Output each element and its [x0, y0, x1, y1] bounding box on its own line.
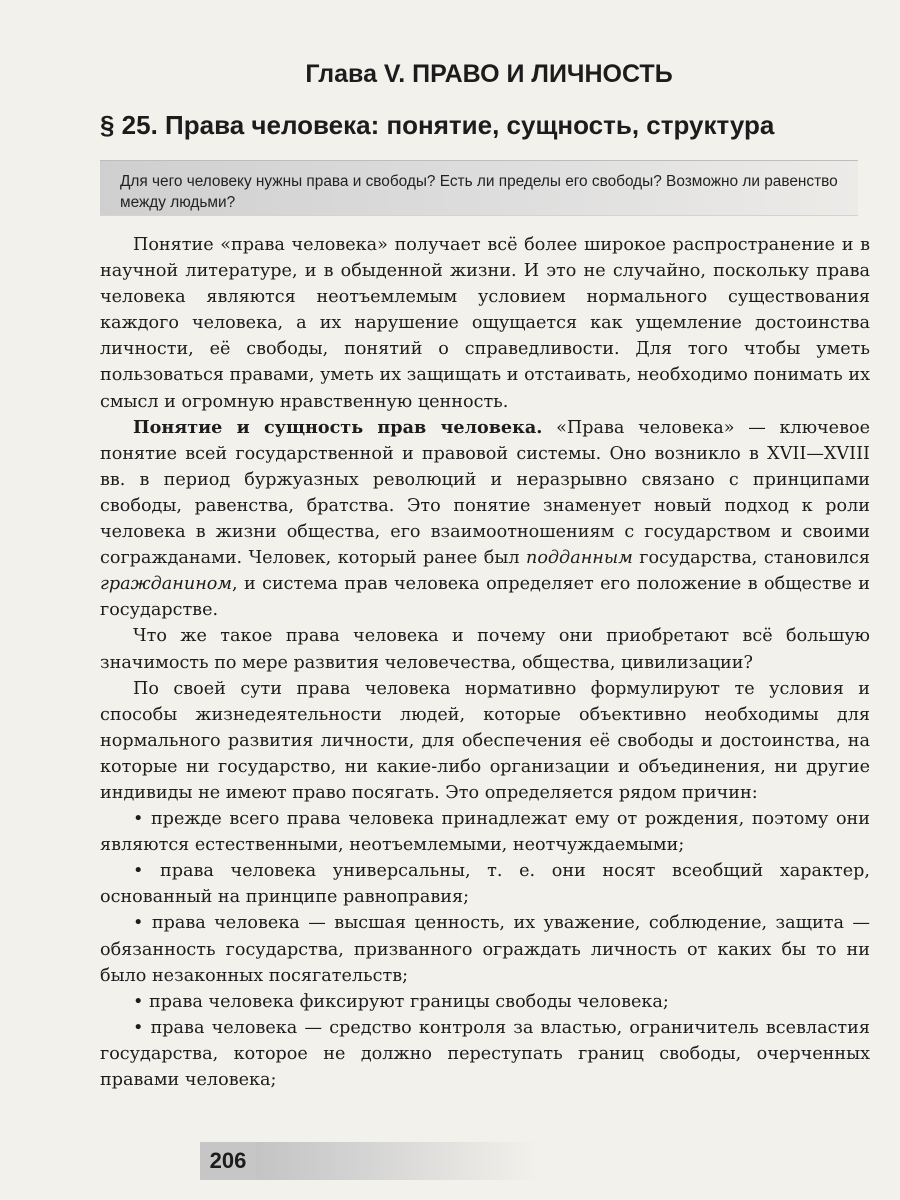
paragraph-2-emphasis-citizen: гражданином	[100, 574, 232, 595]
paragraph-2-emphasis-subject: подданным	[525, 548, 633, 569]
paragraph-2-part-b: государства, становился	[632, 548, 870, 569]
paragraph-1: Понятие «права человека» получает всё более широкое распространение и в научной литературе, и в обыденной жизни. И это не случайно, поскольку права человека являются неотъемлемым условием нормального существования каждого человека, а их нарушение ощущается как ущемление достоинства личности, её свободы, понятий о справедливости. Для того чтобы уметь пользоваться правами, уметь их защищать и отстаивать, необходимо понимать их смысл и огромную нравственную ценность.	[100, 235, 870, 412]
paragraph-2-lead: Понятие и сущность прав человека.	[133, 416, 543, 438]
chapter-title: Глава V. ПРАВО И ЛИЧНОСТЬ	[305, 60, 673, 88]
body-text	[100, 232, 870, 1093]
list-item: • прежде всего права человека принадлежат ему от рождения, поэтому они являются естественными, неотъемлемыми, неотчуждаемыми;	[100, 809, 870, 856]
page-number-bar	[200, 1142, 540, 1180]
paragraph-2-part-c: , и система прав человека определяет его положение в обществе и государстве.	[100, 574, 870, 621]
page-number: 206	[200, 1142, 256, 1180]
paragraph-2-part-a: «Права человека» — ключевое понятие всей государственной и правовой системы. Оно возникло в XVII—XVIII вв. в период буржуазных революций и неразрывно связано с принципами свободы, равенства, братства. Это понятие знаменует новый подход к роли человека в жизни общества, его взаимоотношениям с государством и своими согражданами. Человек, который ранее был	[100, 417, 870, 569]
list-item: • права человека фиксируют границы свободы человека;	[133, 991, 669, 1012]
list-item: • права человека — средство контроля за властью, ограничитель всевластия государства, которое не должно переступать границ свободы, очерченных правами человека;	[100, 1017, 870, 1090]
questions-box	[100, 160, 858, 216]
questions-text: Для чего человеку нужны права и свободы? Есть ли пределы его свободы? Возможно ли равенство между людьми?	[120, 173, 838, 211]
paragraph-3: Что же такое права человека и почему они приобретают всё большую значимость по мере развития человечества, общества, цивилизации?	[100, 626, 870, 673]
list-item: • права человека универсальны, т. е. они носят всеобщий характер, основанный на принципе равноправия;	[100, 861, 870, 908]
section-title: § 25. Права человека: понятие, сущность, структура	[100, 110, 775, 140]
paragraph-2	[100, 415, 870, 624]
list-item: • права человека — высшая ценность, их уважение, соблюдение, защита — обязанность государства, призванного ограждать личность от каких бы то ни было незаконных посягательств;	[100, 913, 870, 986]
paragraph-4: По своей сути права человека нормативно формулируют те условия и способы жизнедеятельности людей, которые объективно необходимы для нормального развития личности, для обеспечения её свободы и достоинства, на которые ни государство, ни какие-либо организации и объединения, ни другие индивиды не имеют право посягать. Это определяется рядом причин:	[100, 678, 870, 803]
